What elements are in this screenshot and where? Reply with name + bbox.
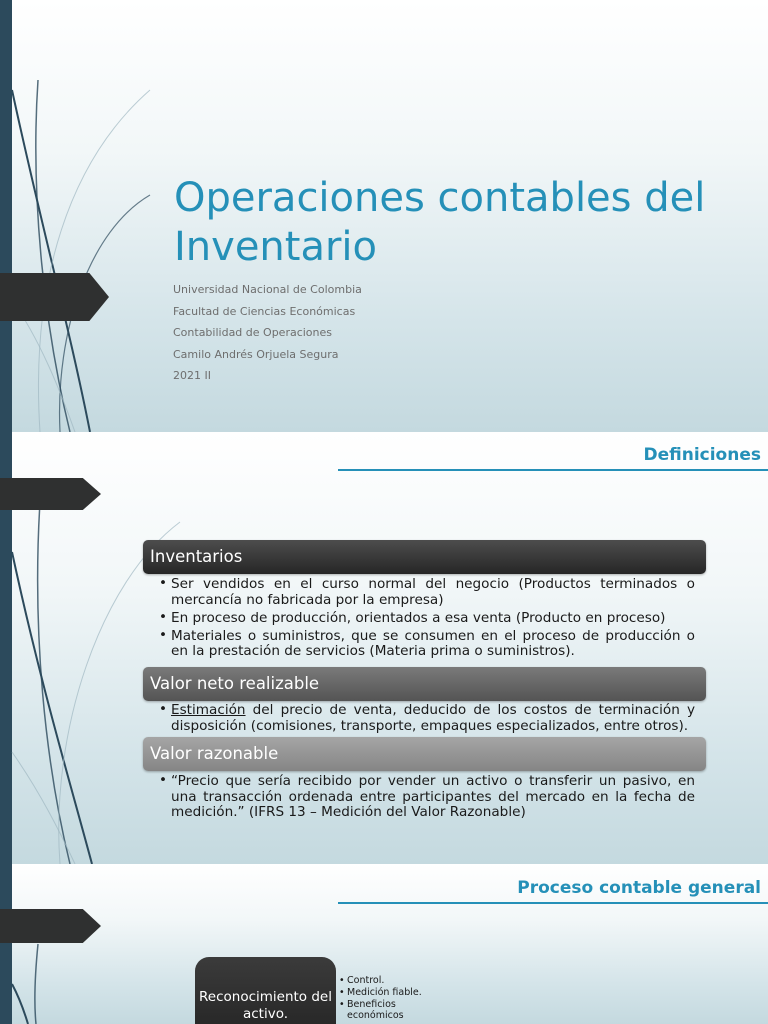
slide-heading: Proceso contable general — [517, 878, 761, 898]
block-header-valor-razonable: Valor razonable — [143, 737, 706, 771]
node-bullet-list — [339, 975, 439, 1022]
heading-underline — [338, 902, 768, 904]
list-item: • Materiales o suministros, que se consumen en el proceso de producción o en la prestación de servicios (Materia prima o suministros). — [157, 629, 695, 660]
section-tab-arrow — [0, 273, 109, 321]
slide-heading: Definiciones — [643, 445, 761, 465]
bullet-list-valor-neto — [157, 703, 695, 736]
section-tab-arrow — [0, 909, 101, 943]
subtitle-author: Camilo Andrés Orjuela Segura — [173, 347, 339, 361]
process-slide — [0, 864, 768, 1024]
block-header-inventarios: Inventarios — [143, 540, 706, 574]
section-tab-arrow — [0, 478, 101, 510]
subtitle-block — [173, 279, 362, 387]
decorative-curves — [0, 0, 160, 432]
list-item: • Medición fiable. — [339, 987, 439, 998]
heading-underline — [338, 469, 768, 471]
subtitle-university: Universidad Nacional de Colombia — [173, 283, 362, 296]
bullet-list-inventarios — [157, 577, 695, 662]
list-item: • Ser vendidos en el curso normal del negocio (Productos terminados o mercancía no fabricada por la empresa) — [157, 577, 695, 608]
slide-title: Operaciones contables del Inventario — [174, 175, 706, 270]
subtitle-course: Contabilidad de Operaciones — [173, 326, 333, 339]
subtitle-term: 2021 II — [173, 369, 211, 382]
process-node-recognition: Reconocimiento del activo. — [195, 957, 336, 1024]
definitions-slide — [0, 432, 768, 864]
title-slide — [0, 0, 768, 432]
underlined-term: Estimación — [171, 703, 246, 718]
list-item: • “Precio que sería recibido por vender un activo o transferir un pasivo, en una transacción ordenada entre participantes del mercado en la fecha de medición.” (IFRS 13 – Medición del Valor Razonable) — [157, 774, 695, 821]
bullet-list-valor-razonable — [157, 774, 695, 823]
list-item: • Control. — [339, 975, 439, 986]
decorative-curves — [0, 864, 120, 1024]
subtitle-faculty: Facultad de Ciencias Económicas — [173, 304, 356, 318]
block-header-valor-neto: Valor neto realizable — [143, 667, 706, 701]
list-item: • En proceso de producción, orientados a esa venta (Producto en proceso) — [157, 611, 695, 627]
bullet-text: del precio de venta, deducido de los costos de terminación y disposición (comisiones, transporte, empaques especializados, entre otros). — [171, 703, 695, 734]
list-item: • Beneficios económicos — [339, 999, 439, 1021]
list-item — [157, 703, 695, 734]
